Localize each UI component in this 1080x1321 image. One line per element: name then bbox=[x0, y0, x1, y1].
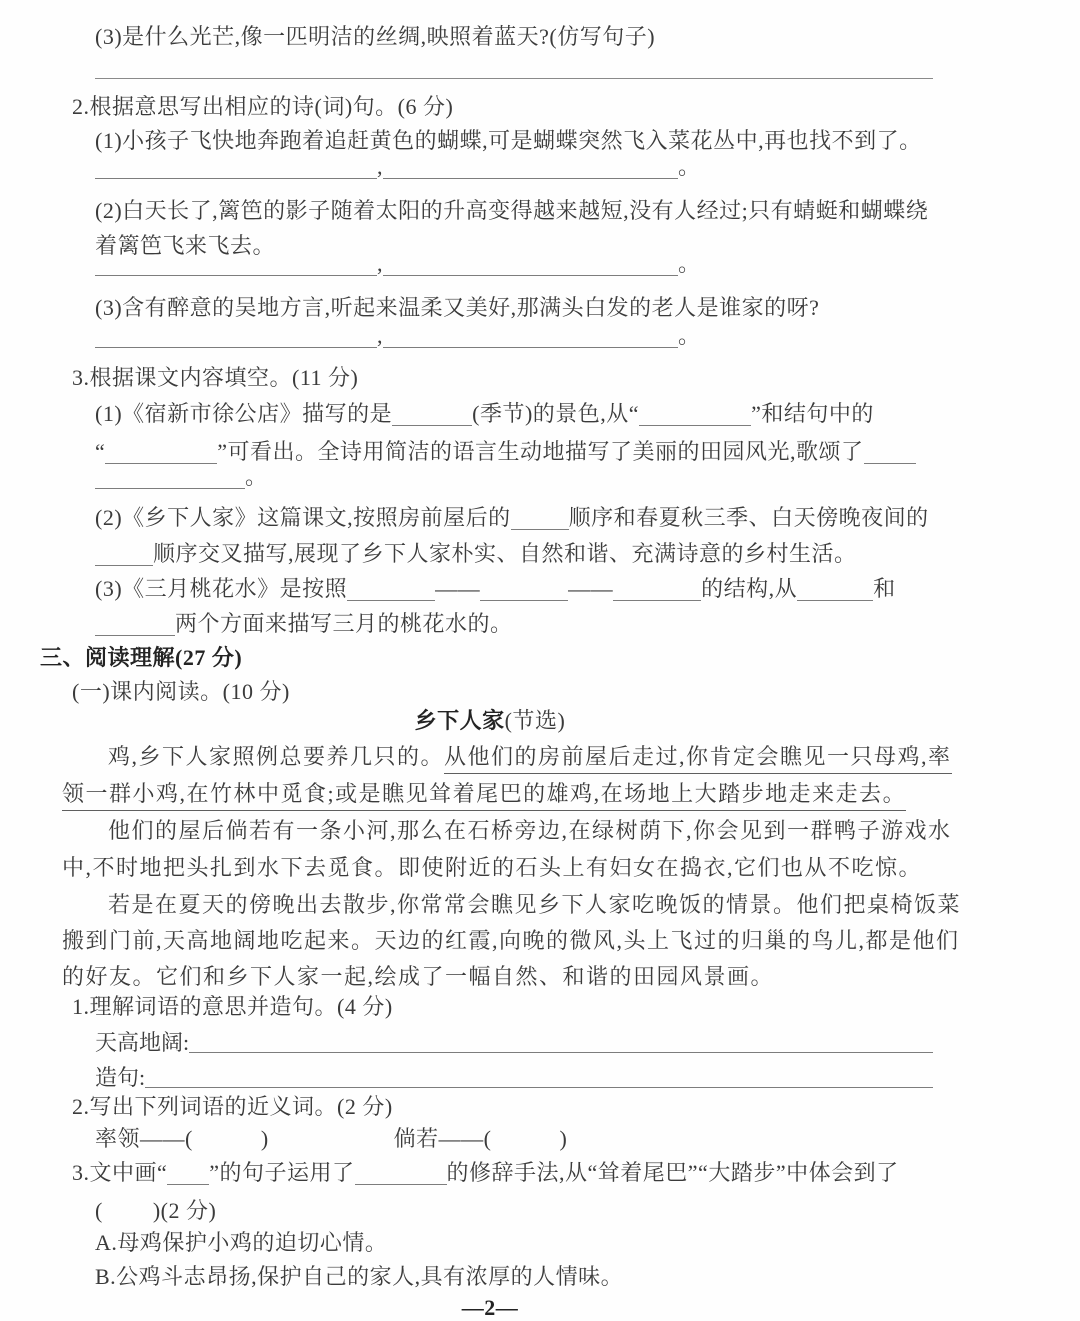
text-fragment: (2)《乡下人家》这篇课文,按照房前屋后的 bbox=[95, 505, 511, 530]
answer-blank bbox=[355, 1160, 447, 1185]
reading-q2-answer-row bbox=[95, 1124, 567, 1154]
answer-blank bbox=[189, 1052, 933, 1053]
answer-blank bbox=[383, 154, 678, 179]
passage-p1-line1 bbox=[62, 742, 952, 772]
paren-blank bbox=[491, 1145, 559, 1146]
passage-p2-line1 bbox=[62, 816, 952, 846]
dash: —— bbox=[435, 576, 481, 601]
text-fragment: 的结构,从 bbox=[701, 576, 798, 601]
synonym-word: 率领——( bbox=[95, 1126, 193, 1151]
paragraph-indent bbox=[62, 911, 108, 912]
word-label: 造句: bbox=[95, 1065, 146, 1090]
section3-subheading: (一)课内阅读。(10 分) bbox=[72, 679, 290, 704]
answer-blank bbox=[864, 439, 916, 464]
underlined-sentence: 从他们的房前屋后走过,你肯定会瞧见一只母鸡,率 bbox=[444, 744, 952, 774]
q3-heading: 3.根据课文内容填空。(11 分) bbox=[72, 365, 359, 390]
q3-item2-line2 bbox=[95, 539, 857, 569]
passage-p3-line1 bbox=[62, 890, 961, 920]
paren-open: ( bbox=[95, 1198, 103, 1223]
answer-blank bbox=[105, 439, 217, 464]
text-fragment: ”可看出。全诗用简洁的语言生动地描写了美丽的田园风光,歌颂了 bbox=[217, 439, 864, 464]
text-fragment: 两个方面来描写三月的桃花水的。 bbox=[175, 611, 513, 636]
answer-blank bbox=[95, 541, 153, 566]
comma: , bbox=[377, 154, 383, 179]
section3-title: 三、阅读理解 bbox=[40, 645, 176, 670]
answer-blank bbox=[145, 1087, 933, 1088]
period: 。 bbox=[678, 251, 701, 276]
q2-item3-answer-row bbox=[95, 321, 701, 351]
paragraph-indent bbox=[62, 837, 108, 838]
q2-item3-text: (3)含有醉意的吴地方言,听起来温柔又美好,那满头白发的老人是谁家的呀? bbox=[95, 295, 820, 320]
section3-heading bbox=[40, 643, 242, 673]
text-fragment: 的修辞手法,从“耸着尾巴”“大踏步”中体会到了 bbox=[446, 1160, 899, 1185]
text-fragment: 顺序交叉描写,展现了乡下人家朴实、自然和谐、充满诗意的乡村生活。 bbox=[153, 541, 857, 566]
answer-blank bbox=[347, 576, 435, 601]
reading-q1-sentence-row bbox=[95, 1061, 933, 1092]
reading-q3-line1 bbox=[72, 1158, 899, 1188]
answer-blank bbox=[95, 323, 377, 348]
answer-blank bbox=[383, 251, 678, 276]
word-label: 天高地阔: bbox=[95, 1030, 190, 1055]
text-fragment: (1)《宿新市徐公店》描写的是 bbox=[95, 401, 393, 426]
passage-p3-line2: 搬到门前,天高地阔地吃起来。天边的红霞,向晚的微风,头上飞过的归巢的鸟儿,都是他们 bbox=[62, 928, 960, 953]
text-fragment: 和 bbox=[873, 576, 896, 601]
answer-blank bbox=[95, 154, 377, 179]
passage-title bbox=[40, 706, 940, 736]
q3-item3-line2 bbox=[95, 609, 513, 639]
passage-p3-line3: 的好友。它们和乡下人家一起,绘成了一幅自然、和谐的田园风景画。 bbox=[62, 964, 775, 989]
answer-blank bbox=[511, 505, 569, 530]
section3-score: (27 分) bbox=[175, 645, 243, 670]
text-fragment: 他们的屋后倘若有一条小河,那么在石桥旁边,在绿树荫下,你会见到一群鸭子游戏水 bbox=[108, 818, 952, 843]
text-fragment: ”的句子运用了 bbox=[209, 1160, 355, 1185]
q3-item3-line1 bbox=[95, 574, 896, 604]
passage-p1-line2 bbox=[62, 779, 906, 809]
passage-title-main: 乡下人家 bbox=[414, 708, 505, 733]
answer-blank bbox=[95, 464, 245, 489]
answer-blank bbox=[392, 401, 472, 426]
dash: —— bbox=[568, 576, 614, 601]
comma: , bbox=[377, 323, 383, 348]
reading-q3-optionB: B.公鸡斗志昂扬,保护自己的家人,具有浓厚的人情味。 bbox=[95, 1264, 624, 1289]
answer-line bbox=[95, 78, 933, 79]
text-fragment: )(2 分) bbox=[152, 1198, 217, 1223]
synonym-word: 倘若——( bbox=[393, 1126, 492, 1151]
answer-blank bbox=[480, 576, 568, 601]
answer-blank bbox=[95, 611, 175, 636]
answer-blank bbox=[95, 251, 377, 276]
answer-blank bbox=[383, 323, 678, 348]
q2-item2-answer-row bbox=[95, 249, 701, 279]
q3-item2-line1 bbox=[95, 503, 929, 533]
q3-item1-line3 bbox=[95, 462, 268, 492]
passage-p2-line2: 中,不时地把头扎到水下去觅食。即使附近的石头上有妇女在捣衣,它们也从不吃惊。 bbox=[62, 855, 923, 880]
text-fragment: (季节)的景色,从“ bbox=[472, 401, 640, 426]
period: 。 bbox=[245, 464, 268, 489]
passage-title-sub: (节选) bbox=[504, 708, 566, 733]
text-fragment: ”和结句中的 bbox=[751, 401, 874, 426]
text-fragment: (3)《三月桃花水》是按照 bbox=[95, 576, 348, 601]
paragraph-indent bbox=[62, 763, 108, 764]
text-fragment: 若是在夏天的傍晚出去散步,你常常会瞧见乡下人家吃晚饭的情景。他们把桌椅饭菜 bbox=[108, 892, 962, 917]
q2-heading: 2.根据意思写出相应的诗(词)句。(6 分) bbox=[72, 94, 454, 119]
period: 。 bbox=[678, 154, 701, 179]
q3-item1-line1 bbox=[95, 399, 874, 429]
underlined-sentence: 领一群小鸡,在竹林中觅食;或是瞧见耸着尾巴的雄鸡,在场地上大踏步地走来走去。 bbox=[62, 781, 906, 811]
paren-blank bbox=[193, 1145, 261, 1146]
q1-item3-text: (3)是什么光芒,像一匹明洁的丝绸,映照着蓝天?(仿写句子) bbox=[95, 24, 656, 49]
reading-q1-heading: 1.理解词语的意思并造句。(4 分) bbox=[72, 994, 393, 1019]
period: 。 bbox=[678, 323, 701, 348]
answer-blank bbox=[639, 401, 751, 426]
answer-blank bbox=[167, 1160, 209, 1185]
paren-blank bbox=[103, 1217, 153, 1218]
q2-item2-text-line2: 着篱笆飞来飞去。 bbox=[95, 233, 276, 258]
reading-q2-heading: 2.写出下列词语的近义词。(2 分) bbox=[72, 1094, 393, 1119]
reading-q3-line2 bbox=[95, 1196, 216, 1226]
page-number: —2— bbox=[461, 1295, 519, 1320]
q2-item2-text-line1: (2)白天长了,篱笆的影子随着太阳的升高变得越来越短,没有人经过;只有蜻蜓和蝴蝶绕 bbox=[95, 198, 929, 223]
paren-close: ) bbox=[260, 1126, 269, 1151]
answer-blank bbox=[613, 576, 701, 601]
comma: , bbox=[377, 251, 383, 276]
reading-q3-optionA: A.母鸡保护小鸡的迫切心情。 bbox=[95, 1230, 388, 1255]
answer-blank bbox=[797, 576, 873, 601]
paren-close: ) bbox=[559, 1126, 568, 1151]
text-fragment: 顺序和春夏秋三季、白天傍晚夜间的 bbox=[568, 505, 929, 530]
q2-item1-answer-row bbox=[95, 152, 701, 182]
text-fragment: 鸡,乡下人家照例总要养几只的。 bbox=[108, 744, 445, 769]
text-fragment: 3.文中画“ bbox=[72, 1160, 168, 1185]
reading-q1-word-row bbox=[95, 1026, 933, 1057]
text-fragment: “ bbox=[95, 439, 106, 464]
q2-item1-text: (1)小孩子飞快地奔跑着追赶黄色的蝴蝶,可是蝴蝶突然飞入菜花丛中,再也找不到了。 bbox=[95, 128, 922, 153]
column-gap bbox=[269, 1145, 394, 1146]
